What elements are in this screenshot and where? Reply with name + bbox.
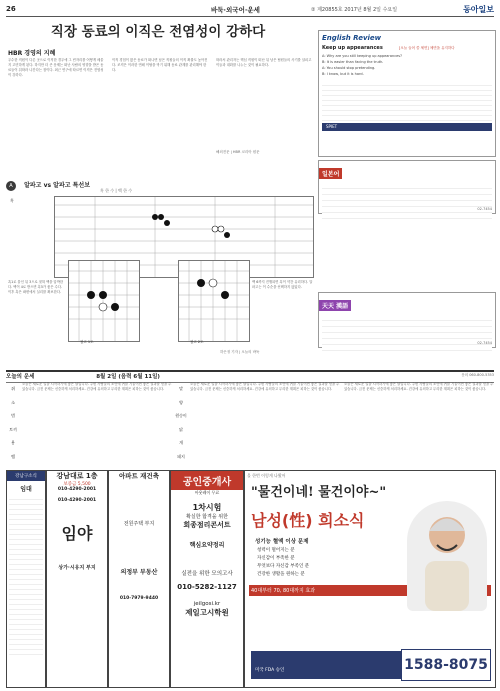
english-review-box xyxy=(318,30,496,157)
article-headline: 직장 동료의 이직은 전염성이 강하다 xyxy=(50,24,266,40)
zodiac-label: 뱀 xyxy=(11,453,15,459)
fortune-text-right: 오늘은 새로운 일을 시작하기에 좋은 날입니다. 주변 사람들의 조언에 귀를 기울이면 좋은 결과를 얻을 수 있습니다. 금전 문제는 신중하게 처리하세요. 건강에 유의하고 무리한 계획은 피하는 것이 좋습니다. xyxy=(344,382,494,391)
baduk-black-label: 흑 xyxy=(10,198,14,203)
zodiac-label: 토끼 xyxy=(9,426,17,432)
fortune-title: 오늘의 운세 xyxy=(6,374,35,380)
big-ad-bullet: 자신감이 부족한 분 xyxy=(257,556,295,561)
page-number: 26 xyxy=(6,5,16,13)
big-ad-bullet: 청력이 떨어지는 분 xyxy=(257,548,295,553)
baduk-figure1-label: 참고 1도 xyxy=(80,340,94,344)
zodiac-label: 용 xyxy=(11,440,15,445)
japanese-box xyxy=(318,160,496,214)
classified-phone: 010-4290-2001 xyxy=(57,498,97,503)
big-ad-title: 남성(性) 희소식 xyxy=(251,511,365,530)
classified-listings xyxy=(9,495,43,655)
classified-label: 임대 xyxy=(20,486,32,493)
english-line: B: It is easier than facing the truth. xyxy=(322,60,384,64)
english-body-text xyxy=(322,81,492,123)
article-column-3: 따라서 관리자는 핵심 직원이 떠난 뒤 남은 팀원들의 사기를 살피고 이들과 대화를 나누는 것이 필요하다. xyxy=(216,58,312,67)
black-stone xyxy=(197,279,205,287)
man-photo xyxy=(407,501,487,611)
figure1-grid xyxy=(69,261,139,341)
baduk-legend: 흑 한 수 | 백 한 수 xyxy=(100,188,133,193)
classified-col-3 xyxy=(108,470,170,688)
classified-heading: 아파트 재건축 xyxy=(119,472,159,480)
big-ad-promo: 40대부터 70, 80대까지 효과 xyxy=(249,585,491,596)
zodiac-label: 원숭이 xyxy=(175,413,187,418)
classified-sub: 상가·시유지 부지 xyxy=(58,565,96,571)
japanese-tel: 02-7454 xyxy=(477,207,492,211)
article-column-1: 우수한 직원이 다른 곳으로 이직한 경우에 그 빈자리를 어떻게 메울지 고민하게 된다. 하지만 더 큰 문제는 떠난 사람의 영향을 받은 동료들이 뒤따라 나간다는 점이다. 최근 연구에 따르면 이직은 전염성이 강하다. xyxy=(8,58,104,77)
article-subhead: HBR 경영의 지혜 xyxy=(8,50,56,57)
white-stone xyxy=(99,303,107,311)
big-ad-sub: 성기능 혈액 이상 문제 xyxy=(255,539,309,545)
baduk-stones xyxy=(152,214,230,238)
black-stone xyxy=(99,291,107,299)
chinese-body xyxy=(322,315,492,353)
big-ad-top: 올 한번 이렇게 나왔어 xyxy=(247,473,286,478)
classified-phone: 010-4290-2001 xyxy=(57,487,97,492)
zodiac-label: 소 xyxy=(11,399,15,405)
section-title: 바둑·외국어·운세 xyxy=(211,6,260,14)
classified-school: 제일고시학원 xyxy=(185,608,229,617)
classified-phone: 010-7979-9440 xyxy=(119,596,159,601)
zodiac-label: 개 xyxy=(179,440,183,445)
big-ad-phone: 1588-8075 xyxy=(404,657,488,673)
classified-col-4 xyxy=(170,470,244,688)
big-ad-quote: "물건이네! 물건이야~" xyxy=(251,485,387,500)
chinese-box xyxy=(318,292,496,348)
english-ad-label: SPIET xyxy=(326,124,338,129)
chinese-tel: 02-7454 xyxy=(477,341,492,345)
zodiac-label: 말 xyxy=(179,386,183,391)
baduk-figure2-label: 참고 2도 xyxy=(190,340,204,344)
black-stone xyxy=(221,291,229,299)
fortune-text-left: 오늘은 새로운 일을 시작하기에 좋은 날입니다. 주변 사람들의 조언에 귀를 기울이면 좋은 결과를 얻을 수 있습니다. 금전 문제는 신중하게 처리하세요. 건강에 유의하고 무리한 계획은 피하는 것이 좋습니다. xyxy=(22,382,172,391)
issue-date: ② 제20855호 2017년 8월 2일 수요일 xyxy=(311,7,398,13)
fortune-note: 문의 060-800-5353 xyxy=(461,373,494,377)
classified-name: 회종점리콘서트 xyxy=(183,521,231,529)
english-ad-banner xyxy=(322,123,492,131)
classified-heading: 공인중개사 xyxy=(171,471,243,490)
figure2-grid xyxy=(179,261,249,341)
classified-foot: 실전을 위한 모의고사 xyxy=(181,571,233,577)
black-stone xyxy=(164,220,170,226)
english-line: A: You should stop pretending. xyxy=(322,66,376,70)
big-ad-footer xyxy=(251,651,401,679)
chinese-title: 天天 漢語 xyxy=(319,300,351,311)
classified-big-label: 의정부 부동산 xyxy=(120,569,158,576)
black-stone xyxy=(224,232,230,238)
classified-web: jeilgosi.kr xyxy=(193,601,221,607)
black-stone xyxy=(111,303,119,311)
white-stone xyxy=(209,279,217,287)
classified-big-label: 임야 xyxy=(61,524,93,543)
black-stone xyxy=(152,214,158,220)
fortune-zodiac-col-left xyxy=(6,382,20,464)
classified-mid: 핵심요약정리 xyxy=(189,542,225,549)
big-ad xyxy=(244,470,496,688)
big-ad-bullet: 건강한 생활을 원하는 분 xyxy=(257,572,305,577)
classified-phone: 010-5282-1127 xyxy=(177,583,237,591)
zodiac-label: 쥐 xyxy=(11,386,15,391)
big-ad-badge: 미국 FDA 승인 xyxy=(255,668,285,673)
english-line: B: I know, but it is hard. xyxy=(322,72,364,76)
white-stone xyxy=(218,226,224,232)
newspaper-logo: 동아일보 xyxy=(463,5,494,14)
classified-sub: 1차시험 xyxy=(192,503,222,512)
big-ad-bullet: 무엇보다 자신감 부족인 분 xyxy=(257,564,310,569)
zodiac-label: 범 xyxy=(11,413,15,418)
fortune-zodiac-col-mid xyxy=(174,382,188,464)
baduk-commentary-right: 백 6까지 진행되면 흑이 약간 유리하다. 알파고는 이 수순을 선택하지 않았다. xyxy=(252,280,313,289)
japanese-title: 일본어 xyxy=(319,168,342,179)
classified-course: 확실한 합격을 위한 xyxy=(186,514,228,520)
english-line: A: Why are you still keeping up appearances? xyxy=(322,54,402,58)
zodiac-label: 돼지 xyxy=(177,453,185,459)
fortune-grid xyxy=(6,382,494,464)
page-header xyxy=(6,4,494,17)
classified-price: 보증금 5,500 xyxy=(63,482,91,487)
classified-col-1 xyxy=(6,470,46,688)
fortune-text-mid: 오늘은 새로운 일을 시작하기에 좋은 날입니다. 주변 사람들의 조언에 귀를 기울이면 좋은 결과를 얻을 수 있습니다. 금전 문제는 신중하게 처리하세요. 건강에 유의하고 무리한 계획은 피하는 것이 좋습니다. xyxy=(190,382,340,391)
black-stone xyxy=(87,291,95,299)
article-source: 해외전문 | HBR 코리아 원문 xyxy=(216,150,260,154)
man-photo-icon xyxy=(407,501,487,611)
baduk-badge: A xyxy=(6,181,16,191)
baduk-title: 알파고 vs 알파고 특선보 xyxy=(24,182,91,189)
classified-heading: 강남대로 1층 xyxy=(56,472,98,480)
fortune-date: 8월 2일 (음력 6월 11일) xyxy=(96,374,160,380)
baduk-header xyxy=(6,172,316,189)
zodiac-label: 닭 xyxy=(179,426,183,432)
classified-title: 강남구소식 xyxy=(7,471,45,481)
classified-sub: 전원주택 부지 xyxy=(123,521,155,527)
phone-box xyxy=(401,649,491,681)
zodiac-label: 양 xyxy=(179,399,183,405)
black-stone xyxy=(158,214,164,220)
english-phrase: Keep up appearances xyxy=(322,45,383,51)
english-review-title: English Review xyxy=(322,34,382,42)
baduk-commentary-left: 흑1로 붙인 뒤 3으로 젖혀 백을 압박한다. 백이 4로 받으면 흑5가 좋은 수다. 이후 흑은 좌변에서 실리를 확보한다. xyxy=(8,280,64,294)
english-meaning: [오늘 들어 쓸 체면] 체면을 유지하다 xyxy=(399,46,455,50)
japanese-body xyxy=(322,183,492,219)
classified-col-2 xyxy=(46,470,108,688)
article-column-2: 이직 경험이 많은 동료가 떠나면 남은 직원들의 이직 확률도 높아진다. 조직은 이러한 연쇄 이탈을 막기 위해 동료 관계를 관리해야 한다. xyxy=(112,58,208,72)
baduk-figure-1 xyxy=(68,260,140,342)
classified-small: 아웃레이 무료 xyxy=(194,490,220,495)
baduk-credit: 하은정 기자 | 오늘의 바둑 xyxy=(220,350,260,354)
baduk-figure-2 xyxy=(178,260,250,342)
white-stone xyxy=(212,226,218,232)
